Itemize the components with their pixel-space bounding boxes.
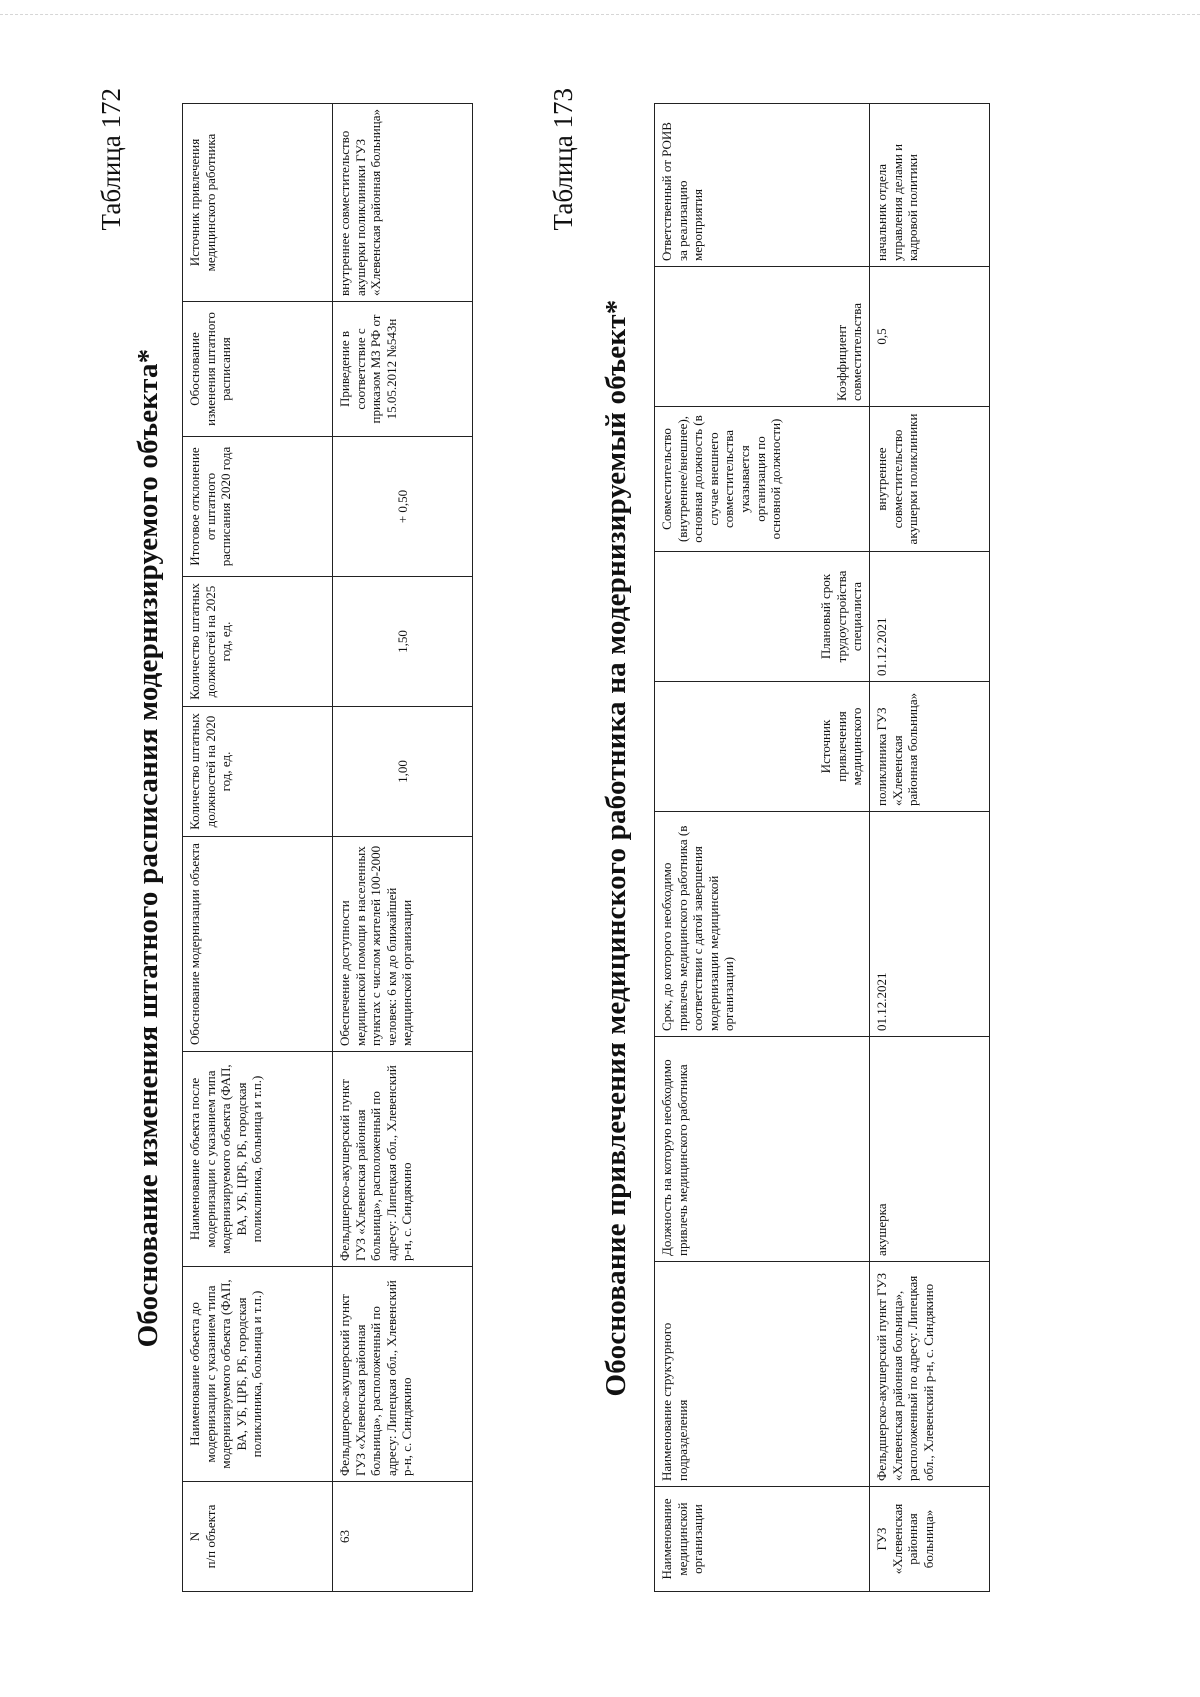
header-source: Источник привлечения медицинского работника — [183, 104, 333, 302]
header-number-text: N п/п объекта — [187, 1504, 218, 1569]
cell-object-after: Фельдшерско-акушерский пункт ГУЗ «Хлевенская районная больница», расположенный по адресу: Липецкая обл., Хлевенский р-н, с. Синдякино — [333, 1052, 473, 1267]
cell-position: акушерка — [870, 1037, 990, 1262]
cell-number: 63 — [333, 1482, 473, 1592]
header-number — [183, 1482, 333, 1592]
cell-organization: ГУЗ «Хлевенская районная больница» — [870, 1487, 990, 1592]
header-position: Должность на которую необходимо привлечь медицинского работника — [655, 1037, 870, 1262]
header-responsible: Ответственный от РОИВ за реализацию мероприятия — [655, 104, 870, 267]
header-coefficient: Коэффициент совместительства — [655, 267, 870, 407]
table-173-title: Обоснование привлечения медицинского работника на модернизируемый объект* — [600, 299, 632, 1397]
cell-combination: внутреннее совместительство акушерки поликлиники — [870, 407, 990, 552]
header-staff-2025: Количество штатных должностей на 2025 год, ед. — [183, 577, 333, 707]
header-staff-2020: Количество штатных должностей на 2020 год, ед. — [183, 707, 333, 837]
cell-source: внутреннее совместительство акушерки поликлиники ГУЗ «Хлевенская районная больница» — [333, 104, 473, 302]
header-organization: Наименование медицинской организации — [655, 1487, 870, 1592]
table-172 — [182, 103, 473, 1592]
header-deadline: Срок, до которого необходимо привлечь медицинского работника (в соответствии с датой завершения модернизации медицинской организации) — [655, 812, 870, 1037]
rotated-page — [70, 48, 1130, 1648]
header-combination: Совместительство (внутреннее/внешнее), основная должность (в случае внешнего совместительства указывается организация по основной должности) — [655, 407, 870, 552]
table-172-number: Таблица 172 — [96, 88, 126, 231]
cell-object-before: Фельдшерско-акушерский пункт ГУЗ «Хлевенская районная больница», расположенный по адресу: Липецкая обл., Хлевенский р-н, с. Синдякино — [333, 1267, 473, 1482]
cell-planned-date: 01.12.2021 — [870, 552, 990, 682]
table-173 — [654, 103, 990, 1592]
header-object-before: Наименование объекта до модернизации с указанием типа модернизируемого объекта (ФАП, ВА, УБ, ЦРБ, РБ, городская поликлиника, больница и т.п.) — [183, 1267, 333, 1482]
header-staff-justification: Обоснование изменения штатного расписания — [183, 302, 333, 437]
cell-justification: Обеспечение доступности медицинской помощи в населенных пунктах с числом жителей 100-2000 человек: 6 км до ближайшей медицинской организации — [333, 837, 473, 1052]
cell-structural-unit: Фельдшерско-акушерский пункт ГУЗ «Хлевенская районная больница», расположенный по адресу: Липецкая обл., Хлевенский р-н, с. Синдякино — [870, 1262, 990, 1487]
table-173-header-row — [655, 104, 870, 1592]
table-172-title: Обоснование изменения штатного расписания модернизируемого объекта* — [132, 348, 164, 1348]
scan-edge — [0, 0, 1200, 15]
cell-staff-2025: 1,50 — [333, 577, 473, 707]
header-structural-unit: Наименование структурного подразделения — [655, 1262, 870, 1487]
header-object-after: Наименование объекта после модернизации с указанием типа модернизируемого объекта (ФАП, ВА, УБ, ЦРБ, РБ, городская поликлиника, больница и т.п.) — [183, 1052, 333, 1267]
table-173-number: Таблица 173 — [548, 88, 578, 231]
header-justification: Обоснование модернизации объекта — [183, 837, 333, 1052]
header-deviation: Итоговое отклонение от штатного расписания 2020 года — [183, 437, 333, 577]
cell-source: поликлиника ГУЗ «Хлевенская районная больница» — [870, 682, 990, 812]
cell-coefficient: 0,5 — [870, 267, 990, 407]
cell-deadline: 01.12.2021 — [870, 812, 990, 1037]
cell-staff-justification: Приведение в соответствие с приказом МЗ РФ от 15.05.2012 №543н — [333, 302, 473, 437]
table-row — [870, 104, 990, 1592]
table-row — [333, 104, 473, 1592]
header-source: Источник привлечения медицинского — [655, 682, 870, 812]
cell-staff-2020: 1,00 — [333, 707, 473, 837]
cell-deviation: + 0,50 — [333, 437, 473, 577]
cell-responsible: начальник отдела управления делами и кадровой политики — [870, 104, 990, 267]
header-planned-date: Плановый срок трудоустройства специалиста — [655, 552, 870, 682]
table-172-header-row — [183, 104, 333, 1592]
